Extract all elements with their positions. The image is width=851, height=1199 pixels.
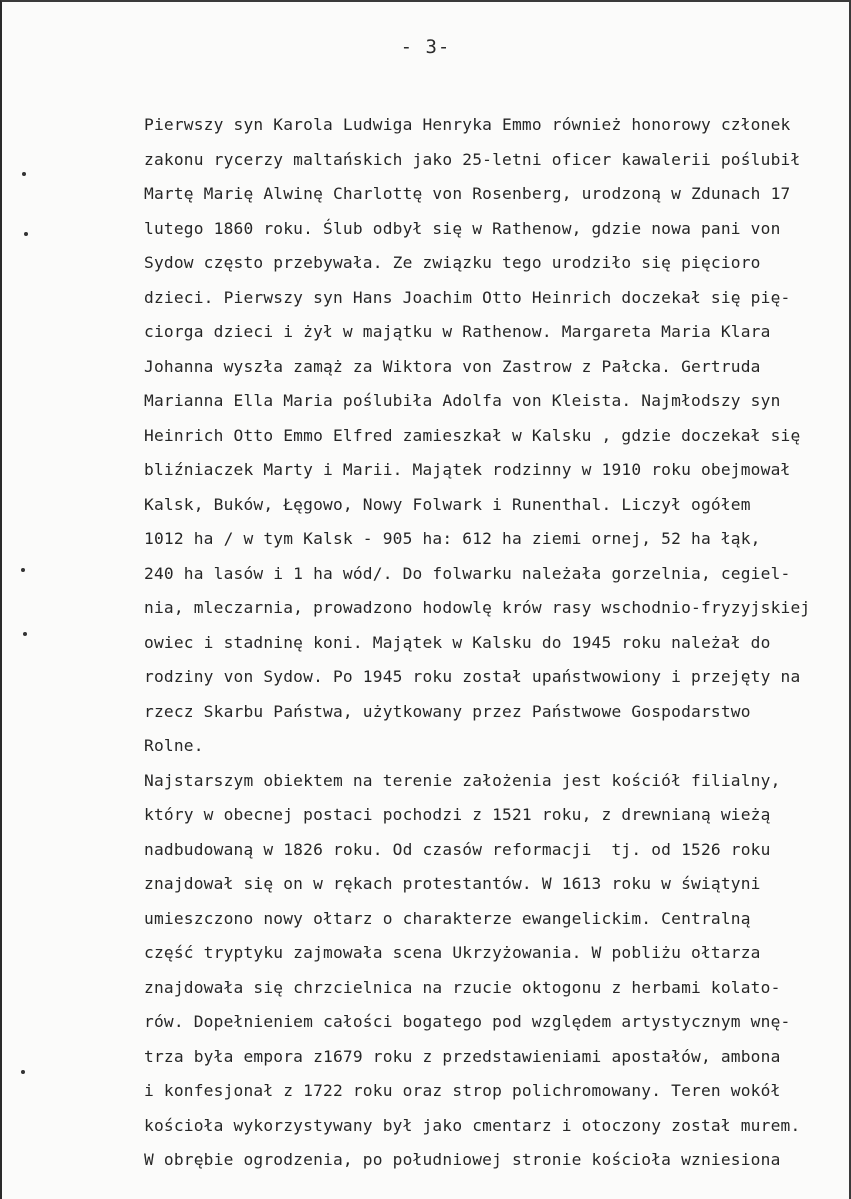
text-line: Najstarszym obiektem na terenie założenia jest kościół filialny, — [144, 770, 781, 790]
text-line: znajdował się on w rękach protestantów. W 1613 roku w świątyni — [144, 874, 761, 893]
text-line: nadbudowaną w 1826 roku. Od czasów reformacji tj. od 1526 roku — [144, 839, 771, 859]
text-line: zakonu rycerzy maltańskich jako 25-letni oficer kawalerii poślubił — [144, 149, 801, 169]
text-line: i konfesjonał z 1722 roku oraz strop polichromowany. Teren wokół — [144, 1081, 781, 1100]
text-line: owiec i stadninę koni. Majątek w Kalsku do 1945 roku należał do — [144, 632, 771, 652]
text-line: Pierwszy syn Karola Ludwiga Henryka Emmo również honorowy członek — [144, 115, 791, 134]
text-line: bliźniaczek Marty i Marii. Majątek rodzinny w 1910 roku obejmował — [144, 460, 791, 479]
text-line: rzecz Skarbu Państwa, użytkowany przez Państwowe Gospodarstwo — [144, 701, 751, 721]
text-line: trza była empora z1679 roku z przedstawieniami apostałów, ambona — [144, 1046, 781, 1066]
text-line: Rolne. — [144, 736, 204, 755]
text-line: ciorga dzieci i żył w majątku w Rathenow. Margareta Maria Klara — [144, 322, 771, 341]
text-line: kościoła wykorzystywany był jako cmentarz i otoczony został murem. — [144, 1115, 801, 1135]
text-line: Heinrich Otto Emmo Elfred zamieszkał w Kalsku , gdzie doczekał się — [144, 425, 801, 445]
page-number: - 3- — [400, 36, 451, 58]
text-line: rodziny von Sydow. Po 1945 roku został upaństwowiony i przejęty na — [144, 667, 801, 686]
margin-mark — [23, 632, 27, 636]
margin-mark — [24, 232, 28, 236]
text-line: lutego 1860 roku. Ślub odbył się w Rathenow, gdzie nowa pani von — [144, 218, 781, 238]
text-line: Kalsk, Buków, Łęgowo, Nowy Folwark i Runenthal. Liczył ogółem — [144, 494, 751, 514]
text-line: znajdowała się chrzcielnica na rzucie oktogonu z herbami kolato- — [144, 977, 781, 997]
paragraph — [144, 764, 834, 1178]
text-line: Johanna wyszła zamąż za Wiktora von Zastrow z Pałcka. Gertruda — [144, 356, 761, 376]
text-line: umieszczono nowy ołtarz o charakterze ewangelickim. Centralną — [144, 908, 751, 928]
text-line: Sydow często przebywała. Ze związku tego urodziło się pięcioro — [144, 253, 761, 272]
text-line: część tryptyku zajmowała scena Ukrzyżowania. W pobliżu ołtarza — [144, 943, 761, 962]
text-line: nia, mleczarnia, prowadzono hodowlę krów rasy wschodnio-fryzyjskiej — [144, 598, 811, 617]
document-body — [144, 108, 834, 1178]
text-line: Marianna Ella Maria poślubiła Adolfa von Kleista. Najmłodszy syn — [144, 391, 781, 410]
text-line: Martę Marię Alwinę Charlottę von Rosenberg, urodzoną w Zdunach 17 — [144, 184, 791, 203]
margin-mark — [22, 172, 26, 176]
text-line: 240 ha lasów i 1 ha wód/. Do folwarku należała gorzelnia, cegiel- — [144, 563, 791, 583]
text-line: dzieci. Pierwszy syn Hans Joachim Otto Heinrich doczekał się pię- — [144, 287, 791, 307]
margin-mark — [21, 568, 25, 572]
paragraph — [144, 108, 834, 764]
margin-mark — [21, 1070, 25, 1074]
text-line: rów. Dopełnieniem całości bogatego pod względem artystycznym wnę- — [144, 1012, 791, 1031]
text-line: W obrębie ogrodzenia, po południowej stronie kościoła wzniesiona — [144, 1150, 781, 1169]
text-line: 1012 ha / w tym Kalsk - 905 ha: 612 ha ziemi ornej, 52 ha łąk, — [144, 529, 761, 548]
text-line: który w obecnej postaci pochodzi z 1521 roku, z drewnianą wieżą — [144, 805, 771, 824]
